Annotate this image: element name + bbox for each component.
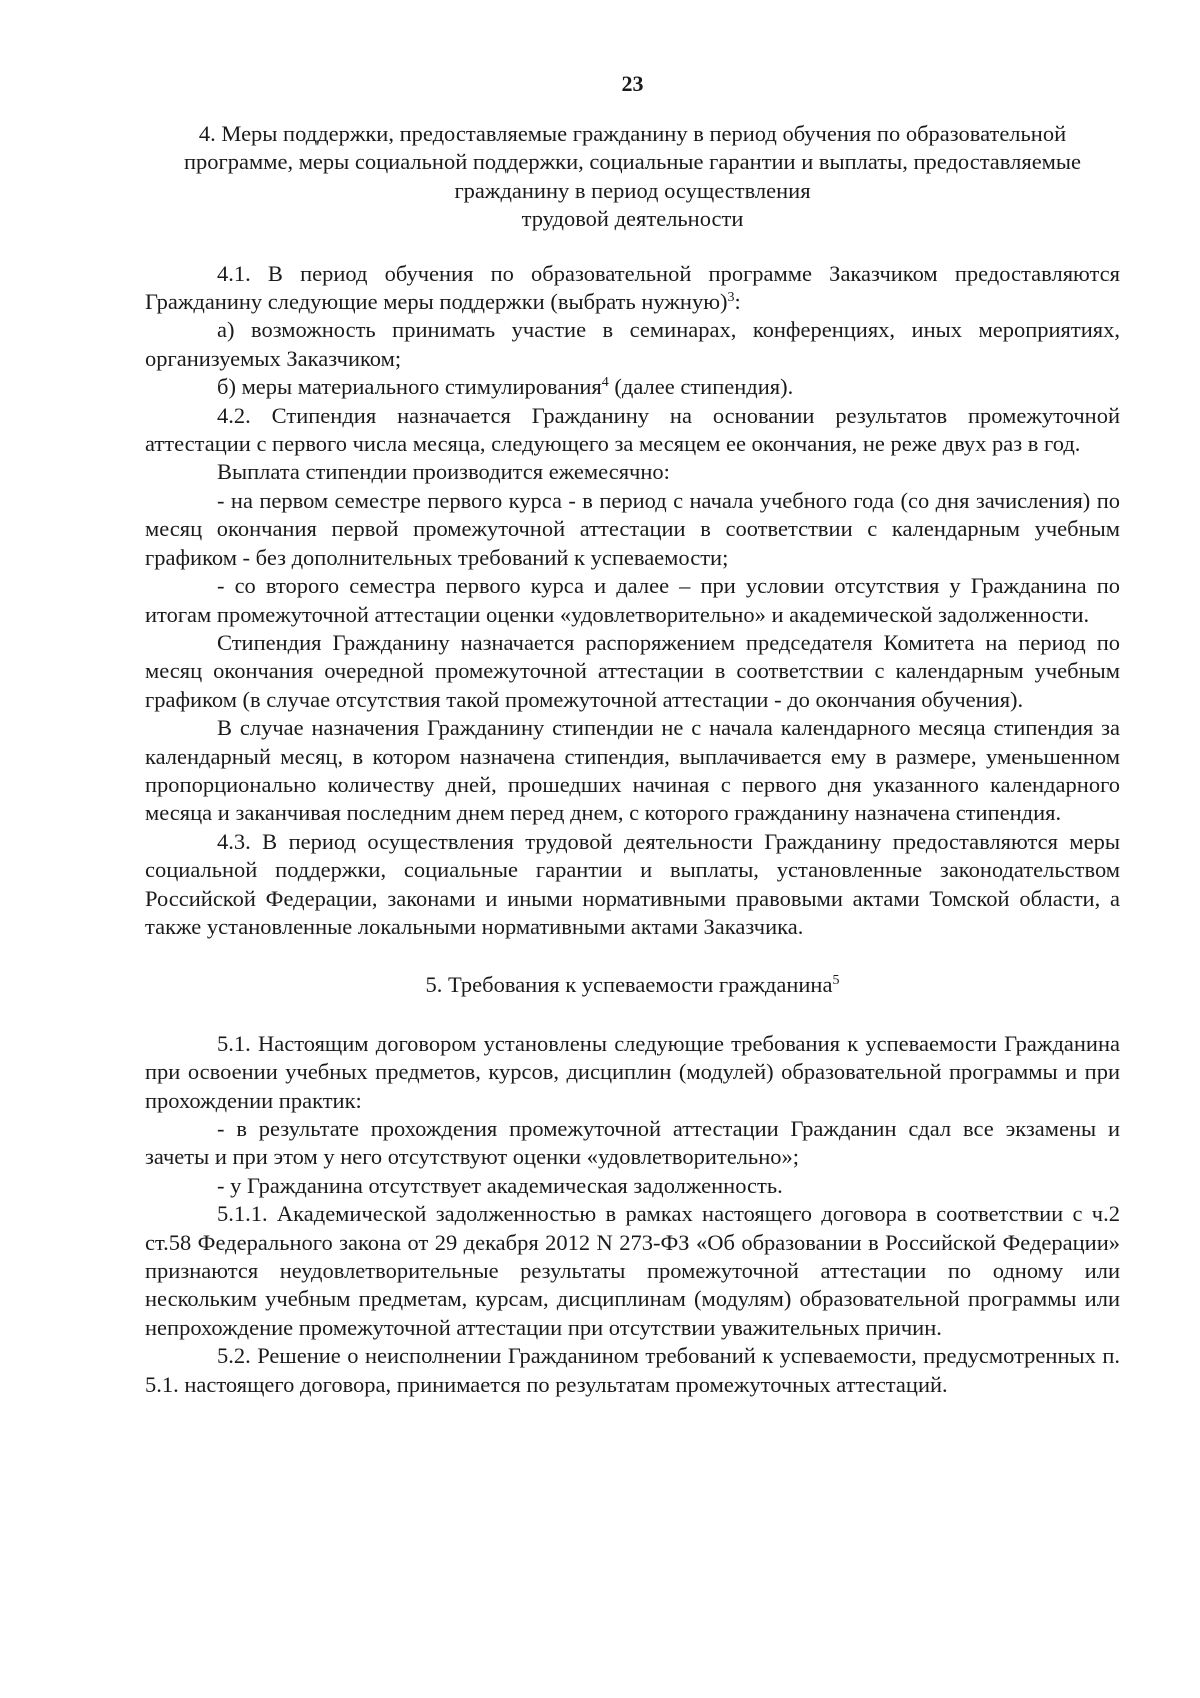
section-4-heading-line: трудовой деятельности <box>521 206 744 232</box>
section-4-heading <box>145 120 1120 234</box>
section-5-heading-text: 5. Требования к успеваемости гражданина <box>425 972 833 998</box>
footnote-ref-4: 4 <box>601 375 609 391</box>
clause-4-3: 4.3. В период осуществления трудовой деятельности Гражданину предоставляются меры социальной поддержки, социальные гарантии и выплаты, установленные законодательством Российской Федерации, законами и иными нормативными правовыми актами Томской области, а также установленные локальными нормативными актами Заказчика. <box>145 828 1120 939</box>
section-4-heading-line: гражданину в период осуществления <box>454 177 811 203</box>
first-semester-paragraph: - на первом семестре первого курса - в период с начала учебного года (со дня зачисления) по месяц окончания первой промежуточной аттестации в соответствии с календарным учебным графиком - без дополнительных требований к успеваемости; <box>145 487 1120 570</box>
spacer <box>145 1000 1120 1030</box>
section-5-heading <box>145 971 1120 999</box>
clause-5-1: 5.1. Настоящим договором установлены следующие требования к успеваемости Гражданина при освоении учебных предметов, курсов, дисциплин (модулей) образовательной программы и при прохождении практик: <box>145 1030 1120 1113</box>
section-4-heading-line: 4. Меры поддержки, предоставляемые гражданину в период обучения по образовательной <box>198 121 1067 146</box>
no-debt-requirement: - у Гражданина отсутствует академическая задолженность. <box>217 1172 783 1198</box>
clause-4-1-text: 4.1. В период обучения по образовательной программе Заказчиком предоставляются Гражданину следующие меры поддержки (выбрать нужную) <box>145 260 1120 315</box>
footnote-ref-3: 3 <box>727 290 735 306</box>
support-option-b-tail: (далее стипендия). <box>608 374 794 400</box>
support-option-b <box>145 373 1120 401</box>
section-4-heading-line: программе, меры социальной поддержки, социальные гарантии и выплаты, предоставляемые <box>183 149 1082 175</box>
document-page <box>145 70 1120 1399</box>
page-number: 23 <box>621 71 644 96</box>
footnote-ref-5: 5 <box>832 973 840 989</box>
second-semester-paragraph: - со второго семестра первого курса и далее – при условии отсутствия у Гражданина по итогам промежуточной аттестации оценки «удовлетворительно» и академической задолженности. <box>145 573 1120 627</box>
clause-4-1 <box>145 260 1120 317</box>
clause-4-2: 4.2. Стипендия назначается Гражданину на основании результатов промежуточной аттестации с первого числа месяца, следующего за месяцем ее окончания, не реже двух раз в год. <box>145 402 1120 457</box>
support-option-b-text: б) меры материального стимулирования <box>217 374 602 400</box>
partial-month-paragraph: В случае назначения Гражданину стипендии не с начала календарного месяца стипендия за календарный месяц, в котором назначена стипендия, выплачивается ему в размере, уменьшенном пропорционально количеству дней, прошедших начиная с первого дня указанного календарного месяца и заканчивая последним днем перед днем, с которого гражданину назначена стипендия. <box>145 715 1120 826</box>
clause-5-2: 5.2. Решение о неисполнении Гражданином требований к успеваемости, предусмотренных п. 5.1. настоящего договора, принимается по результатам промежуточных аттестаций. <box>145 1343 1120 1397</box>
exams-requirement: - в результате прохождения промежуточной аттестации Гражданин сдал все экзамены и зачеты и при этом у него отсутствуют оценки «удовлетворительно»; <box>145 1116 1120 1170</box>
support-option-a: а) возможность принимать участие в семинарах, конференциях, иных мероприятиях, организуемых Заказчиком; <box>145 317 1120 371</box>
spacer <box>145 941 1120 971</box>
assignment-paragraph: Стипендия Гражданину назначается распоряжением председателя Комитета на период по месяц окончания очередной промежуточной аттестации в соответствии с календарным учебным графиком (в случае отсутствия такой промежуточной аттестации - до окончания обучения). <box>145 629 1120 712</box>
payment-paragraph: Выплата стипендии производится ежемесячно: <box>217 459 670 485</box>
spacer <box>145 234 1120 260</box>
clause-4-1-tail: : <box>734 289 741 315</box>
clause-5-1-1: 5.1.1. Академической задолженностью в рамках настоящего договора в соответствии с ч.2 ст.58 Федерального закона от 29 декабря 2012 N 273-ФЗ «Об образовании в Российской Федерации» признаются неудовлетворительные результаты промежуточной аттестации по одному или нескольким учебным предметам, курсам, дисциплинам (модулям) образовательной программы или непрохождение промежуточной аттестации при отсутствии уважительных причин. <box>145 1201 1120 1340</box>
